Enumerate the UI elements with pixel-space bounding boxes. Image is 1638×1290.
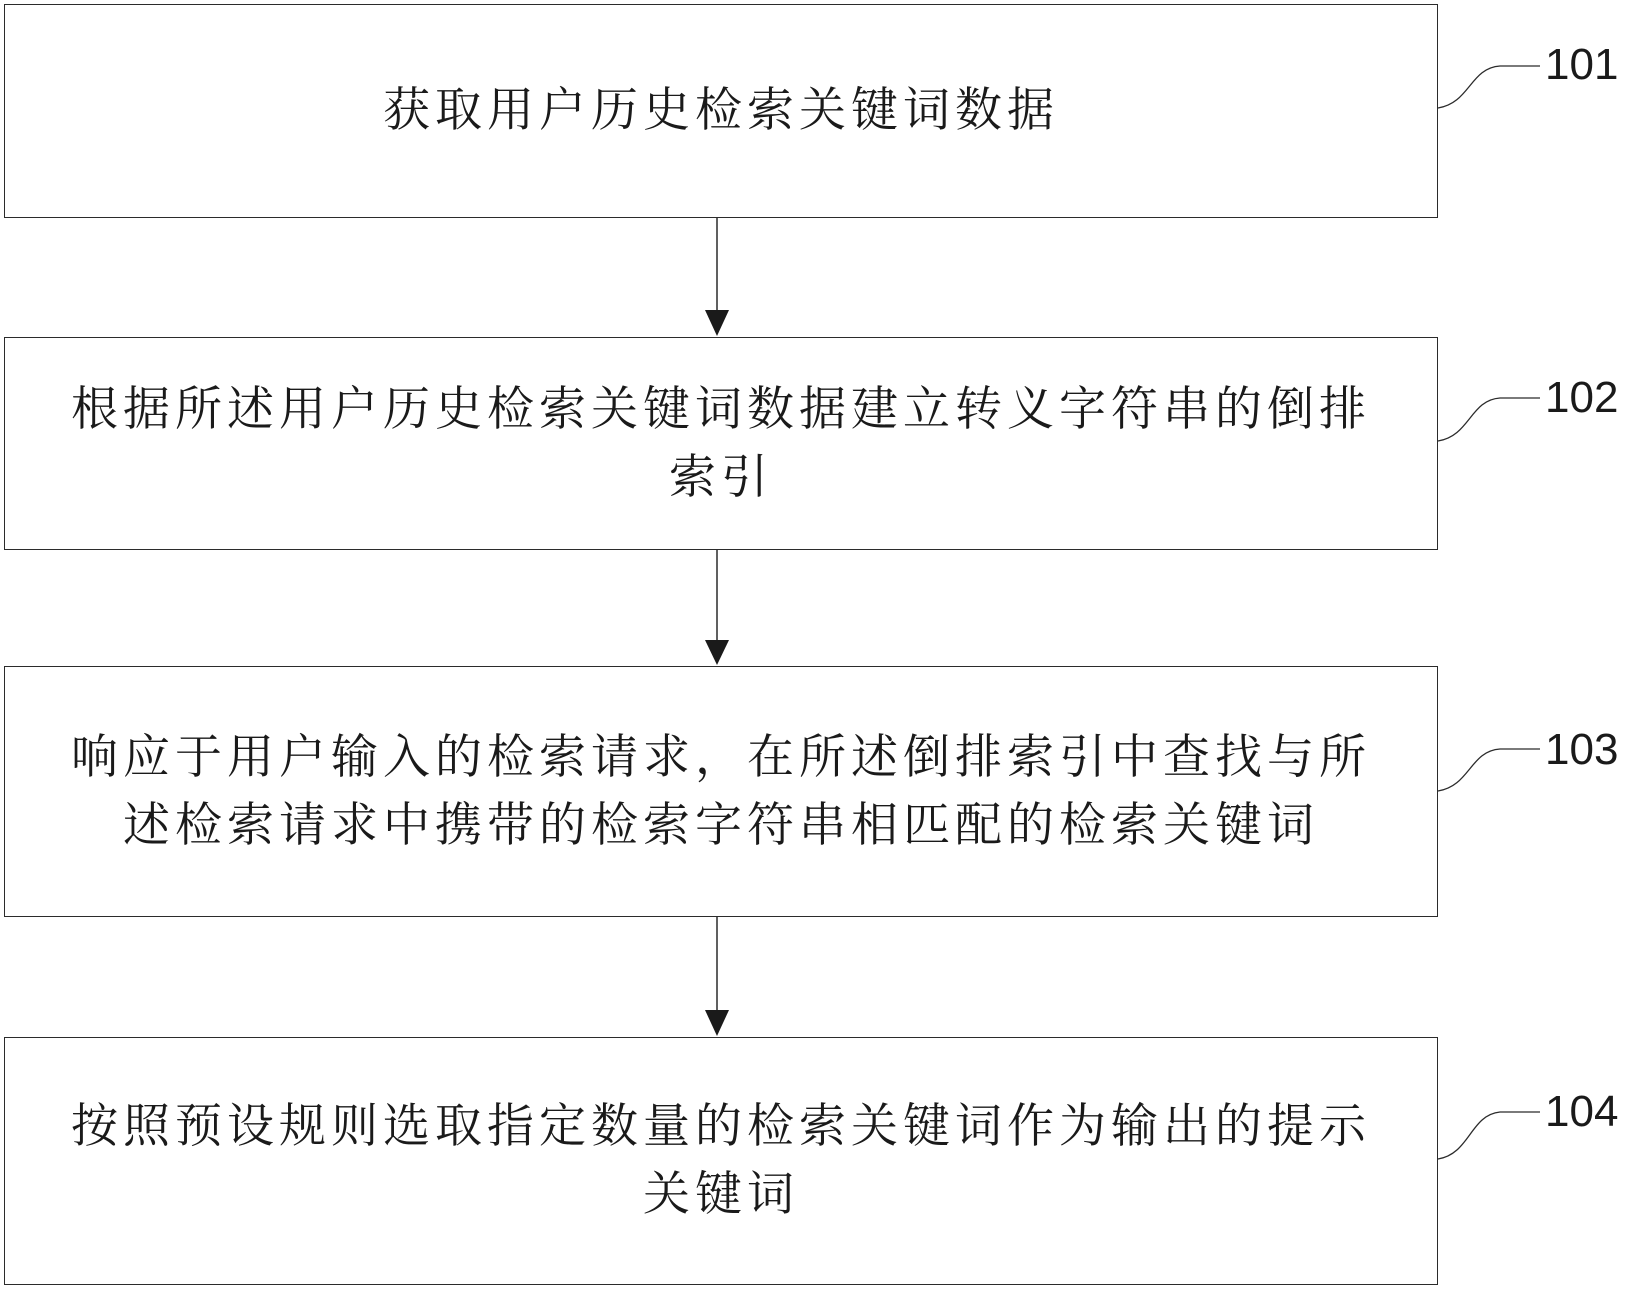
leader-line-103 (1438, 749, 1540, 791)
arrow-head-103-104 (705, 1010, 729, 1036)
step-text-102: 根据所述用户历史检索关键词数据建立转义字符串的倒排索引 (71, 381, 1371, 505)
step-label-104: 104 (1545, 1087, 1619, 1136)
step-label-103: 103 (1545, 725, 1619, 774)
arrow-head-102-103 (705, 640, 729, 665)
step-text-103: 响应于用户输入的检索请求，在所述倒排索引中查找与所述检索请求中携带的检索字符串相匹配的检索关键词 (71, 729, 1371, 853)
step-text-101: 获取用户历史检索关键词数据 (383, 83, 1059, 138)
leader-line-104 (1438, 1112, 1540, 1159)
step-label-102: 102 (1545, 373, 1619, 422)
step-label-101: 101 (1545, 40, 1619, 89)
step-text-104: 按照预设规则选取指定数量的检索关键词作为输出的提示关键词 (71, 1099, 1371, 1222)
leader-line-101 (1438, 66, 1540, 108)
leader-line-102 (1438, 398, 1540, 441)
arrow-head-101-102 (705, 310, 729, 336)
